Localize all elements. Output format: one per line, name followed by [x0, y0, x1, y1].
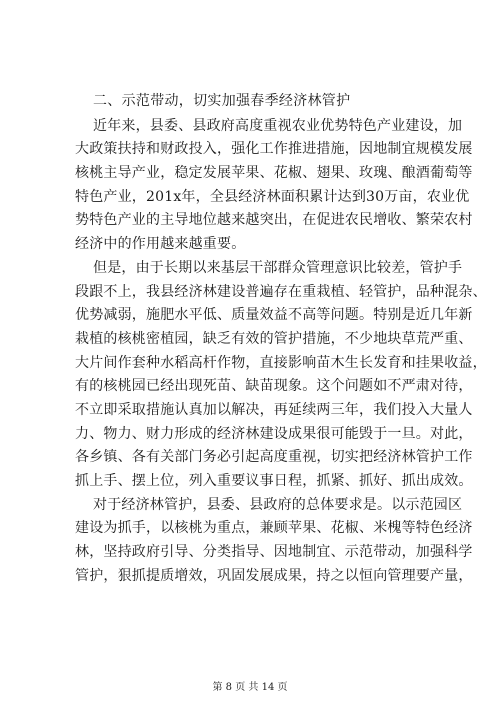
text-line: 大政策扶持和财政投入，强化工作推进措施，因地制宜规模发展	[75, 141, 473, 158]
text-line: 对于经济林管护，县委、县政府的总体要求是。以示范园区	[93, 496, 463, 513]
text-line: 经济中的作用越来越重要。	[75, 236, 246, 253]
text-line: 栽植的核桃密植园，缺乏有效的管护措施，不少地块草荒严重、	[75, 330, 473, 347]
page-number-footer: 第 8 页 共 14 页	[212, 682, 288, 693]
text-line: 林，坚持政府引导、分类指导、因地制宜、示范带动，加强科学	[75, 544, 473, 561]
text-line: 优势减弱，施肥水平低、质量效益不高等问题。特别是近几年新	[75, 307, 473, 324]
text-line: 不立即采取措施认真加以解决，再延续两三年，我们投入大量人	[75, 401, 473, 418]
paragraph-2	[75, 257, 487, 494]
text-line: 大片间作套种水稻高杆作物，直接影响苗木生长发育和挂果收益，	[75, 354, 487, 371]
text-line: 特色产业，201x年，全县经济林面积累计达到30万亩，农业优	[75, 188, 470, 205]
text-line: 势特色产业的主导地位越来越突出，在促进农民增收、繁荣农村	[75, 212, 473, 229]
text-line: 力、物力、财力形成的经济林建设成果很可能毁于一旦。对此，	[75, 425, 473, 442]
text-line: 抓上手、摆上位，列入重要议事日程，抓紧、抓好、抓出成效。	[75, 473, 473, 489]
text-line: 但是，由于长期以来基层干部群众管理意识比较差，管护手	[93, 259, 463, 276]
section-heading: 二、示范带动，切实加强春季经济林管护	[93, 93, 351, 109]
text-line: 建设为抓手，以核桃为重点，兼顾苹果、花椒、米槐等特色经济	[75, 520, 473, 537]
text-line: 核桃主导产业，稳定发展苹果、花椒、翅果、玫瑰、酿酒葡萄等	[75, 165, 473, 182]
text-line: 近年来，县委、县政府高度重视农业优势特色产业建设，加	[93, 117, 463, 134]
text-line: 有的核桃园已经出现死苗、缺苗现象。这个问题如不严肃对待，	[75, 378, 473, 395]
document-body	[75, 90, 487, 588]
paragraph-3	[75, 494, 473, 589]
text-line: 段跟不上，我县经济林建设普遍存在重栽植、轻管护，品种混杂、	[75, 283, 487, 300]
paragraph-1	[75, 115, 473, 257]
text-line: 管护，狠抓提质增效，巩固发展成果，持之以恒向管理要产量，	[75, 567, 473, 584]
text-line: 各乡镇、各有关部门务必引起高度重视，切实把经济林管护工作	[75, 449, 473, 466]
